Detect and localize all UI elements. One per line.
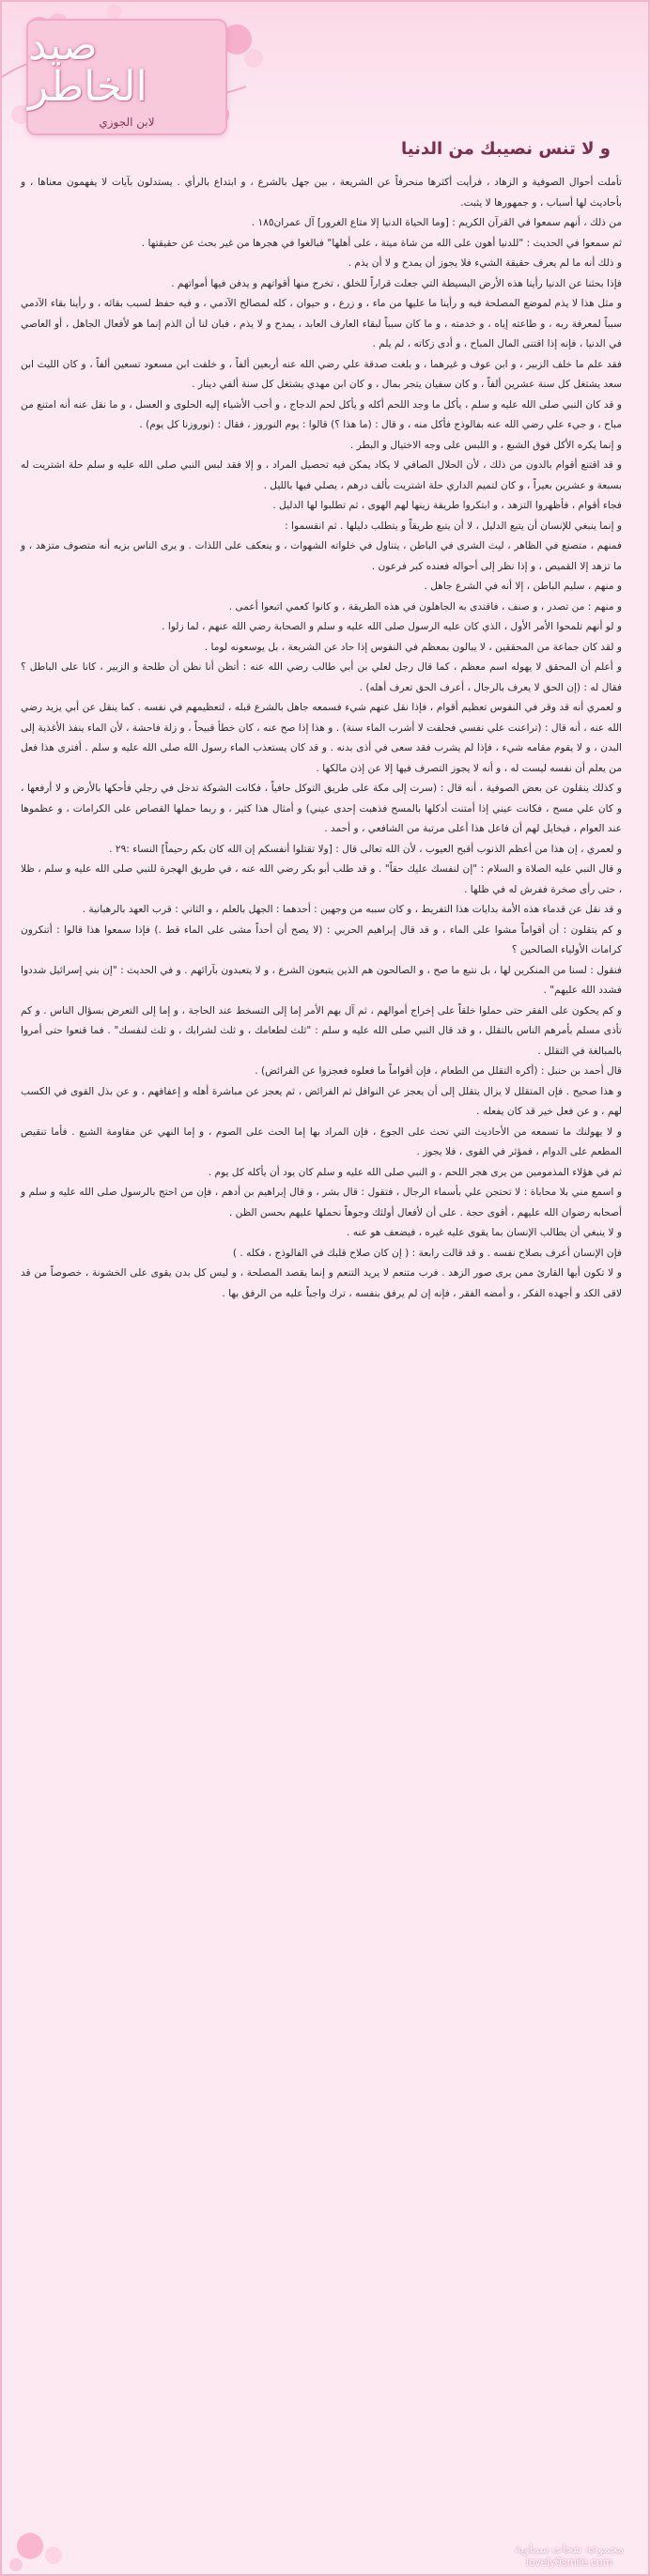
- paragraph: و ذلك أنه ما لم يعرف حقيقة الشيء فلا يجوز أن يمدح و لا أن يذم .: [348, 257, 622, 269]
- paragraph: و قد كان النبي صلى الله عليه و سلم ، يأكل ما وجد اللحم أكله و يأكل لحم الدجاج ، و أحب الأشياء إليه الحلوى و العسل ، و ما نقل عنه أنه امتنع من مباح ، و جيء علي رضي الله عنه بفالوذج فأكل منه ، و قال : (ما هذا ؟) قالوا : يوم النوروز ، فقال : (نوروزنا كل يوم) .: [21, 398, 622, 430]
- paragraph: فمنهم ، متصنع في الظاهر ، ليث الشرى في الباطن ، يتناول في خلواته الشهوات ، و ينعكف على اللذات . و يرى الناس بزيه أنه متصوف متزهد ، و ما تزهد إلا القميص ، و إذا نظر إلى أحواله فعنده كبر فرعون .: [21, 540, 622, 572]
- paragraph: و اسمع مني بلا محاباة : لا تحتجن علي بأسماء الرجال ، فتقول : قال بشر ، و قال إبراهيم بن أدهم ، فإن من احتج بالرسول صلى الله عليه و سلم و أصحابه رضوان الله عليهم ، أقوى حجة . على أن لأفعال أولئك وجوهاً نحملها عليهم بحسن الظن .: [21, 1187, 622, 1218]
- paragraph: و لا تكون أيها القارئ ممن يرى صور الزهد . فرب متنعم لا يريد التنعم و إنما يقصد المصلحة ، و ليس كل بدن يقوى على الخشونة ، خصوصاً من قد لاقى الكد و أجهده الفكر ، و أمضه الفقر ، فإنه إن لم يرفق بنفسه ، ترك واجباً عليه من الرفق بها .: [21, 1267, 622, 1299]
- paragraph: من ذلك ، أنهم سمعوا في القرآن الكريم : [وما الحياة الدنيا إلا متاع الغرور] آل عمران١٨٥ .: [251, 217, 622, 228]
- header-banner: [2, 2, 648, 143]
- paragraph: و مثل هذا لا يذم لموضع المصلحة فيه و رأينا ما عليها من ماء ، و زرع ، و حيوان ، كله لمصالح الآدمي ، و فيه حفظ لسبب بقائه ، و رأينا بقاء الآدمي سبباً لمعرفة ربه ، و طاعته إياه ، و خدمته ، و ما كان سبباً لبقاء العارف العابد ، يمدح و لا يذم ، فبان لنا أن الذم إنما هو لأفعال الجاهل ، أو العاصي في الدنيا ، فإنه إذا اقتنى المال المباح ، و أدى زكاته ، لم يلم .: [21, 298, 622, 349]
- paragraph: و قال النبي عليه الصلاة و السلام : "إن لنفسك عليك حقاً" . و قد طلب أبو بكر رضي الله عنه ، في طريق الهجرة للنبي صلى الله عليه و سلم ، ظلا ، حتى رأى صخرة ففرش له في ظلها .: [21, 863, 622, 895]
- paragraph: و لو أنهم تلمحوا الأمر الأول ، الذي كان عليه الرسول صلى الله عليه و سلم و الصحابة رضي الله عنهم ، لما زلوا .: [162, 621, 622, 632]
- paragraph: فإذا بحثنا عن الدنيا رأينا هذه الأرض البسيطة التي جعلت قراراً للخلق ، تخرج منها أقواتهم و يدفن فيها أمواتهم .: [171, 277, 622, 289]
- paragraph: تأملت أحوال الصوفية و الزهاد ، فرأيت أكثرها منحرفاً عن الشريعة ، بين جهل بالشرع ، و ابتداع بالرأي . يستدلون بآيات لا يفهمون معناها ، و بأحاديث لها أسباب ، و جمهورها لا يثبت.: [21, 177, 622, 209]
- paragraph: و أعلم أن المحقق لا يهوله اسم معظم ، كما قال رجل لعلي بن أبي طالب رضي الله عنه : أتظن أنا نظن أن طلحة و الزبير ، كانا على الباطل ؟ فقال له : (إن الحق لا يعرف بالرجال ، أعرف الحق تعرف أهله) .: [21, 661, 622, 693]
- paragraph: و لعمري أنه قد وقر في النفوس تعظيم أقوام ، فإذا نقل عنهم شيء فسمعه جاهل بالشرع قبله ، لتعظيمهم في نفسه . كما ينقل عن أبي يزيد رضي الله عنه ، أنه قال : (تراعنت علي نفسي فحلفت لا أشرب الماء سنة) . و هذا إذا صح عنه ، كان خطأ قبيحاً ، و زلة فاحشة ، لأن الماء ينفذ الأغذية إلى البدن ، و لا يقوم مقامه شيء ، فإذا لم يشرب فقد سعى في أذى بدنه . و قد كان يستعذب الماء رسول الله صلى الله عليه و سلم . أفترى هذا فعل من يعلم أن نفسه ليست له ، و أنه لا يجوز التصرف فيها إلا عن إذن مالكها .: [21, 702, 622, 774]
- paragraph: و كم يحكون على الفقر حتى حملوا خلقاً على إخراج أموالهم ، ثم آل بهم الأمر إما إلى التسخط عند الحاجة ، و إما إلى التعرض بسؤال الناس . و كم تأذى مسلم بأمرهم الناس بالتقلل ، و قد قال النبي صلى الله عليه و سلم : "ثلث لطعامك ، و ثلث لشرابك ، و ثلث لنفسك" . فما قنعوا حتى أمروا بالمبالغة في التقلل .: [21, 1004, 622, 1057]
- paragraph: فنقول : لسنا من المنكرين لها ، بل نتبع ما صح ، و الصالحون هم الذين يتبعون الشرع ، و لا يتعبدون بآرائهم . و في الحديث : "إن بني إسرائيل شددوا فشدد الله عليهم" .: [21, 964, 622, 996]
- paragraph: و منهم : من تصدر ، و صنف ، فاقتدى به الجاهلون في هذه الطريقة ، و كانوا كعمي اتبعوا أعمى .: [228, 600, 622, 613]
- paragraph: قال أحمد بن حنبل : (أكره التقلل من الطعام ، فإن أقواماً ما فعلوه فعجزوا عن الفرائض) .: [255, 1065, 622, 1077]
- corner-flower-decoration: [2, 2490, 115, 2574]
- paragraph: فإن الإنسان أعرف بصلاح نفسه . و قد قالت رابعة : ( إن كان صلاح قلبك في الفالوذج ، فكله . ): [232, 1247, 622, 1259]
- paragraph: و إنما ينبغي للإنسان أن يتبع الدليل ، لا أن يتبع طريقاً و يتطلب دليلها . ثم انقسموا :: [285, 520, 622, 532]
- paragraph: فقد علم ما خلف الزبير ، و ابن عوف و غيرهما ، و بلغت صدقة علي رضي الله عنه أربعين ألفاً ، و خلفت ابن مسعود تسعين ألفاً ، و كان الليث ابن سعد يشتغل كل سنة عشرين ألفاً ، و كان سفيان يتجر بمال ، و كان ابن مهدي يشتغل كل سنة ألفي دينار .: [21, 358, 622, 390]
- paragraph: و قد نقل عن قدماء هذه الأمة بدايات هذا التفريط ، و كان سببه من وجهين : أحدهما : الجهل بالعلم ، و الثاني : قرب العهد بالرهبانية .: [82, 904, 622, 915]
- paragraph: و كم يتقلون : أن أقواماً مشوا على الماء ، و قد قال إبراهيم الحربي : (لا يصح أن أحداً مشى على الماء قط .) فإذا سمعوا هذا قالوا : أتنكرون كرامات الأولياء الصالحين ؟: [21, 923, 622, 955]
- paragraph: فجاء أقوام ، فأظهروا التزهد ، و ابتكروا طريقة زينها لهم الهوى ، ثم تطلبوا لها الدليل .: [272, 500, 622, 511]
- paragraph: و كذلك ينقلون عن بعض الصوفية ، أنه قال : (سرت إلى مكة على طريق التوكل حافياً ، فكانت الشوكة تدخل في رجلي فأحكها بالأرض و لا أرفعها ، و كان علي مسح ، فكانت عيني إذا أمتنت أدكلها بالمسح فذهبت إحدى عيني) و أمثال هذا كثير ، و ربما حملها القصاص على الكرامات ، و عظموها عند العوام ، فيخايل لهم أن فاعل هذا أعلى مرتبة من الشافعي ، و أحمد .: [21, 783, 622, 834]
- paragraph: و لا يهولنك ما تسمعه من الأحاديث التي تحث على الجوع ، فإن المراد بها إما الحث على الصوم ، و إما النهي عن مقاومة الشبع . فأما تنقيص المطعم على الدوام ، فمؤثر في القوى ، فلا يجوز .: [21, 1125, 622, 1157]
- site-name: مجموعة نفحات سماوية: [515, 2542, 624, 2555]
- paragraph: ثم في هؤلاء المذمومين من يرى هجر اللحم ، و النبي صلى الله عليه و سلم كان يود أن يأكله كل يوم .: [208, 1166, 622, 1178]
- site-url: lovely0smile.com: [526, 2555, 612, 2568]
- paragraph: و لقد كان جماعة من المحققين ، لا يبالون بمعظم في النفوس إذا حاد عن الشريعة ، بل يوسعونه لوما .: [204, 641, 622, 653]
- paragraph: و قد اقتنع أقوام بالدون من ذلك ، لأن الحلال الصافي لا يكاد يمكن فيه تحصيل المراد ، و إلا فقد لبس النبي صلى الله عليه و سلم حلة اشتريت له بسبعة و عشرين بعيراً ، و كان لتميم الداري حلة اشتريت بألف درهم ، يصلي فيها بالليل .: [21, 459, 622, 491]
- paragraph: و منهم ، سليم الباطن ، إلا أنه في الشرع جاهل .: [424, 581, 622, 592]
- site-watermark: [515, 2542, 624, 2568]
- article-title: و لا تنس نصيبك من الدنيا: [401, 139, 611, 159]
- paragraph: و هذا صحيح . فإن المتقلل لا يزال يتقلل إلى أن يعجز عن النوافل ثم الفرائض ، ثم يعجز عن مباشرة أهله و إعفافهم ، و عن بذل القوى في الكسب لهم ، و عن فعل خير قد كان يفعله .: [21, 1085, 622, 1117]
- paragraph: و إنما يكره الأكل فوق الشبع ، و اللبس على وجه الاختيال و البطر .: [349, 439, 622, 451]
- paragraph: و لعمري ، إن هذا من أعظم الذنوب أقبح العيوب ، لأن الله تعالى قال : [ولا تقتلوا أنفسكم إن الله كان بكم رحيماً] النساء :٢٩ .: [109, 843, 622, 855]
- paragraph: و لا ينبغي أن يطالب الإنسان بما يقوى عليه غيره ، فيضعف هو عنه .: [347, 1227, 622, 1238]
- title-badge: [26, 19, 227, 135]
- badge-author: لابن الجوزي: [99, 116, 155, 129]
- paragraph: ثم سمعوا في الحديث : "للدنيا أهون على الله من شاة ميتة ، على أهلها" فبالغوا في هجرها من غير بحث عن حقيقتها .: [141, 237, 622, 249]
- article-body: [21, 173, 622, 1304]
- badge-title: صيد الخاطر: [28, 22, 147, 111]
